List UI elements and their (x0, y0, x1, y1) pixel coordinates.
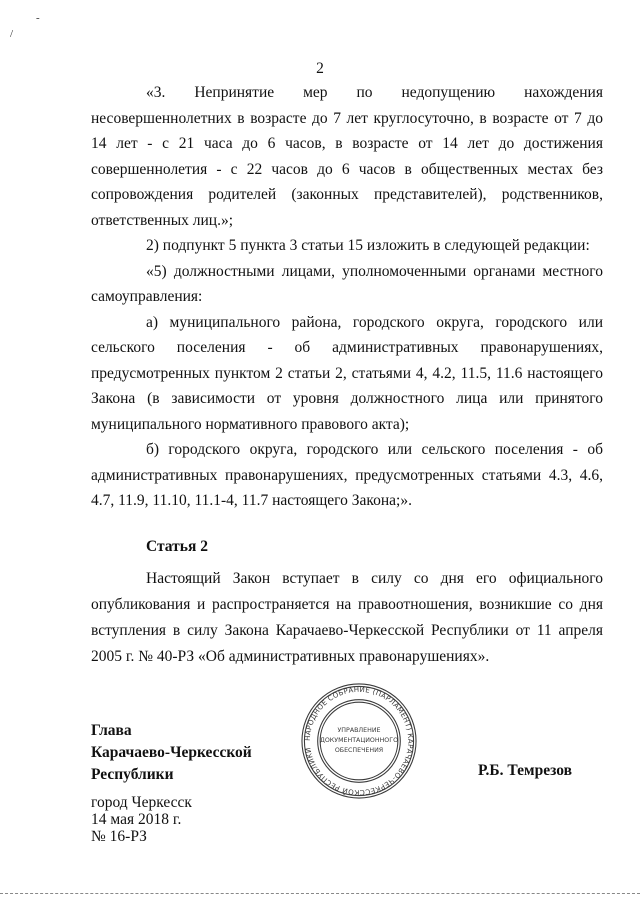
signatory-title-line: Глава (91, 722, 132, 739)
paragraph: б) городского округа, городского или сельского поселения - об административных правонарушениях, предусмотренных статьями 4.3, 4.6, 4.7, 11.9, 11.10, 11.1-4, 11.7 настоящего Закона;». (91, 441, 603, 509)
official-seal (300, 682, 418, 800)
date: 14 мая 2018 г. (91, 811, 182, 828)
seal-center-line: ОБЕСПЕЧЕНИЯ (334, 746, 384, 754)
paragraph: 2) подпункт 5 пункта 3 статьи 15 изложить в следующей редакции: (146, 237, 590, 254)
corner-mark: - (36, 12, 40, 24)
paragraph: «5) должностными лицами, уполномоченными органами местного самоуправления: (91, 262, 603, 305)
article-body (91, 566, 603, 670)
place-date-block (91, 794, 192, 845)
article-heading: Статья 2 (146, 538, 208, 555)
seal-center (320, 727, 398, 754)
paragraph: «3. Непринятие мер по недопущению нахождения несовершеннолетних в возрасте до 7 лет круглосуточно, в возрасте от 7 до 14 лет - с 21 часа до 6 часов, в возрасте от 14 лет до достижения совершеннолетия - с 22 часов до 6 часов в общественных местах без сопровождения родителей (законных представителей), родственников, ответственных лиц.»; (91, 84, 603, 229)
signatory-title-line: Республики (91, 766, 174, 783)
corner-mark: / (10, 28, 14, 40)
city: город Черкесск (91, 794, 192, 811)
paragraph: Настоящий Закон вступает в силу со дня его официального опубликования и распространяется на правоотношения, возникшие со дня вступления в силу Закона Карачаево-Черкесской Республики от 11 апреля 2005 г. № 40-РЗ «Об административных правонарушениях». (91, 570, 603, 665)
signer-name: Р.Б. Темрезов (478, 762, 572, 779)
scan-edge-line (0, 893, 640, 894)
seal-center-line: ДОКУМЕНТАЦИОННОГО (319, 736, 399, 744)
law-number: № 16-РЗ (91, 828, 147, 845)
signatory-title (91, 720, 252, 786)
seal-center-line: УПРАВЛЕНИЕ (337, 727, 381, 735)
paragraph: а) муниципального района, городского округа, городского или сельского поселения - об административных правонарушениях, предусмотренных пунктом 2 статьи 2, статьями 4, 4.2, 11.5, 11.6 настоящего Закона (в зависимости от уровня должностного лица или принятого муниципального нормативного правового акта); (91, 313, 603, 433)
page-number: 2 (316, 60, 324, 77)
signatory-title-line: Карачаево-Черкесской (91, 744, 252, 761)
seal-outer-text: НАРОДНОЕ СОБРАНИЕ (ПАРЛАМЕНТ) КАРАЧАЕВО-ЧЕРКЕССКОЙ РЕСПУБЛИКИ (302, 684, 416, 798)
amendment-text (91, 80, 603, 514)
